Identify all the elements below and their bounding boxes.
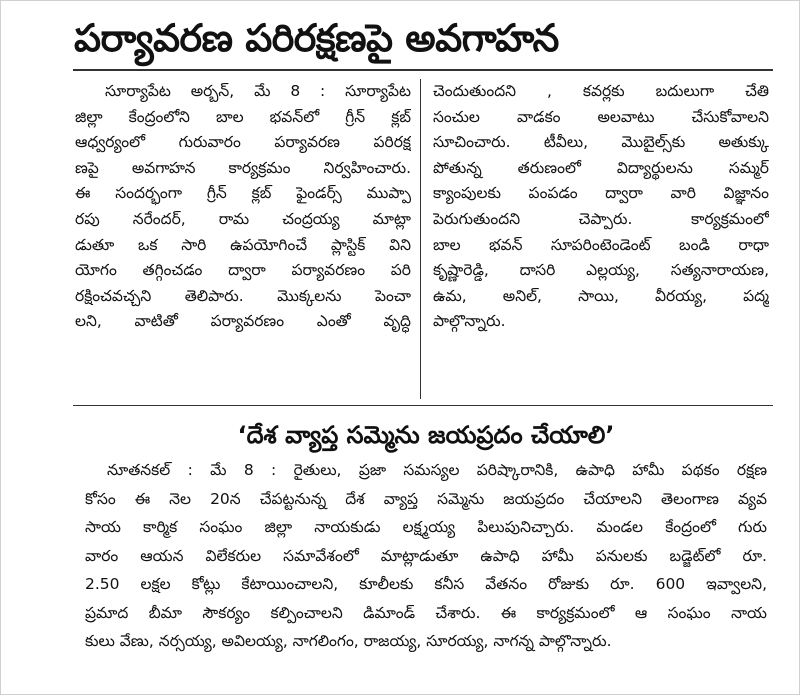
text-line: ఉమ, అనిల్, సాయి, వీరయ్య, పద్మ xyxy=(433,286,769,305)
article1-left-column xyxy=(75,79,411,335)
article1-right-column xyxy=(433,79,769,335)
text-line: ఆధ్వర్యంలో గురువారం పర్యావరణ పరిరక్ష xyxy=(75,133,411,152)
text-line: నూతనకల్ : మే 8 : రైతులు, ప్రజా సమస్యల పరిష్కారానికి, ఉపాధి హామీ పథకం రక్షణ xyxy=(107,461,767,479)
text-line: లని, వాటితో పర్యావరణం ఎంతో వృద్ధి xyxy=(75,312,411,331)
text-line: ఈ సందర్భంగా గ్రీన్ క్లబ్ ఫైండర్స్ ముప్పా xyxy=(75,184,411,203)
text-line: సూర్యాపేట అర్బన్, మే 8 : సూర్యాపేట xyxy=(105,82,411,100)
text-line: ప్రమాద బీమా సౌకర్యం కల్పించాలని డిమాండ్ చేశారు. ఈ కార్యక్రమంలో ఆ సంఘం నాయ xyxy=(85,603,767,622)
text-line: బాల భవన్ సూపరింటెండెంట్ బండి రాధా xyxy=(433,235,769,254)
section-divider xyxy=(73,405,773,406)
text-line: రక్షించవచ్చని తెలిపారు. మొక్కలను పెంచా xyxy=(75,286,411,305)
text-line: జిల్లా కేంద్రంలోని బాల భవన్‌లో గ్రీన్ క్లబ్ xyxy=(75,107,411,126)
text-line: పాల్గొన్నారు. xyxy=(433,312,506,331)
article2-body xyxy=(85,456,767,656)
text-line: వారం ఆయన విలేకరుల సమావేశంలో మాట్లాడుతూ ఉపాధి హామీ పనులకు బడ్జెట్‌లో రూ. xyxy=(85,546,767,565)
text-line: కృష్ణారెడ్డి, దాసరి ఎల్లయ్య, సత్యనారాయణ, xyxy=(433,261,769,280)
text-line: క్యాంపులకు పంపడం ద్వారా వారి విజ్ఞానం xyxy=(433,184,769,203)
text-line: సాయ కార్మిక సంఘం జిల్లా నాయకుడు లక్ష్మయ్య పిలుపునిచ్చారు. మండల కేంద్రంలో గురు xyxy=(85,518,767,536)
text-line: సంచుల వాడకం అలవాటు చేసుకోవాలని xyxy=(433,107,769,126)
text-line: కులు వేణు, నర్సయ్య, అవిలయ్య, నాగలింగం, రాజయ్య, సూరయ్య, నాగన్న పాల్గొన్నారు. xyxy=(85,632,612,650)
article2-headline: ‘దేశ వ్యాప్త సమ్మెను జయప్రదం చేయాలి’ xyxy=(237,421,615,449)
headline-underline xyxy=(73,69,773,71)
text-line: ణపై అవగాహన కార్యక్రమం నిర్వహించారు. xyxy=(75,158,411,177)
article1-headline: పర్యావరణ పరిరక్షణపై అవగాహన xyxy=(74,16,559,60)
text-line: సూచించారు. టీవీలు, మొబైల్స్‌కు అతుక్కు xyxy=(433,133,769,152)
text-line: చెందుతుందని , కవర్లకు బదులుగా చేతి xyxy=(433,82,769,100)
text-line: పెరుగుతుందని చెప్పారు. కార్యక్రమంలో xyxy=(433,209,769,228)
text-line: యోగం తగ్గించడం ద్వారా పర్యావరణం పరి xyxy=(75,261,411,280)
text-line: 2.50 లక్షల కోట్లు కేటాయించాలని, కూలీలకు కనీస వేతనం రోజుకు రూ. 600 ఇవ్వాలని, xyxy=(85,575,767,593)
text-line: డుతూ ఒక సారి ఉపయోగించే ప్లాస్టిక్ విని xyxy=(75,235,411,254)
text-line: రపు నరేందర్, రామ చంద్రయ్య మాట్లా xyxy=(75,209,411,228)
column-divider xyxy=(420,79,421,399)
text-line: కోసం ఈ నెల 20న చేపట్టనున్న దేశ వ్యాప్త సమ్మెను జయప్రదం చేయాలని తెలంగాణ వ్యవ xyxy=(85,489,767,508)
text-line: పోతున్న తరుణంలో విద్యార్థులను సమ్మర్ xyxy=(433,158,769,177)
